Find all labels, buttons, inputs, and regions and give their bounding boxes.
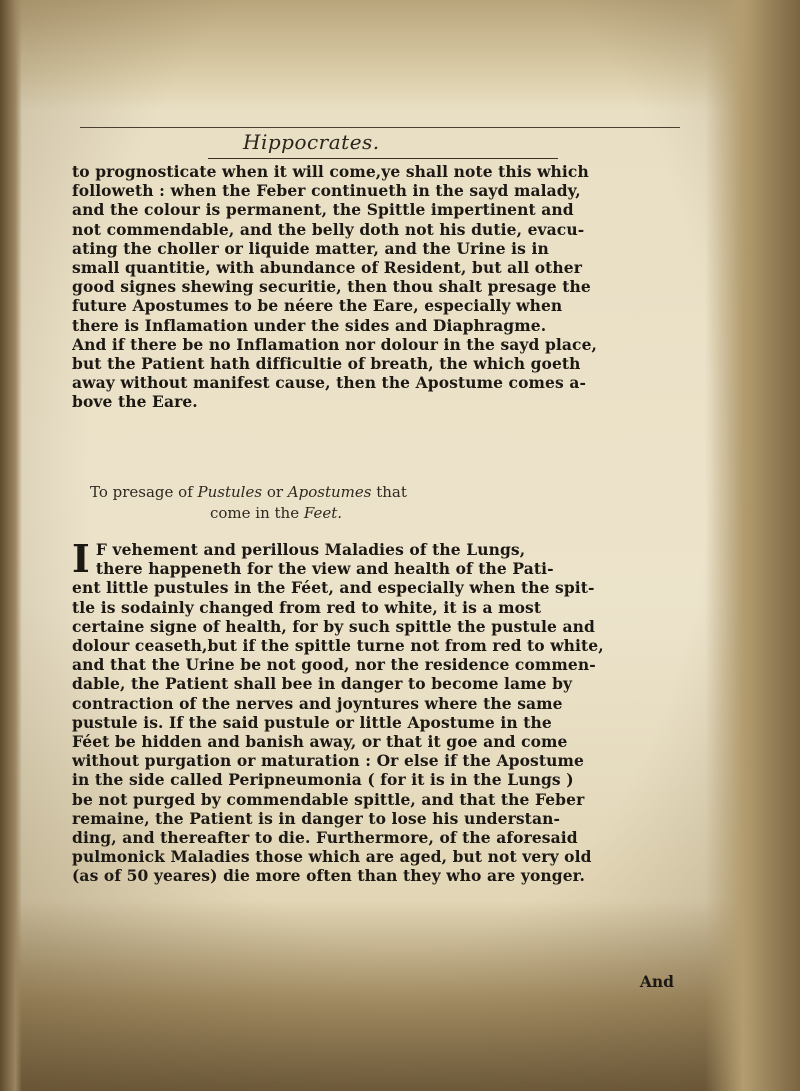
heading-text: that [371,483,407,501]
paragraph-pustules-feet [72,536,692,886]
text-line: to prognosticate when it will come,ye shall note this which [72,162,589,181]
top-rule [80,127,680,128]
text-line: And if there be no Inflamation nor dolour in the sayd place, [72,334,598,354]
text-line: ating the choller or liquide matter, and the Urine is in [72,238,549,258]
text-line: pustule is. If the said pustule or little Apostume in the [72,712,552,732]
binding-shadow [0,0,22,1091]
book-page [58,100,718,991]
heading-italic-feet: Feet. [303,504,343,522]
text-line: without purgation or maturation : Or else if the Apostume [72,751,584,771]
text-line: F vehement and perillous Maladies of the Lungs, [95,540,526,559]
running-head: Hippocrates. [243,130,380,154]
text-line: Féet be hidden and banish away, or that it goe and come [72,732,568,752]
text-line: and that the Urine be not good, nor the residence commen- [72,655,596,675]
heading-line-2 [90,503,650,524]
drop-cap: I [72,536,90,581]
heading-italic-pustules: Pustules [197,483,263,501]
head-rule [208,158,558,159]
text-line: contraction of the nerves and joyntures where the same [72,693,563,713]
text-line: dable, the Patient shall bee in danger to become lame by [72,674,573,694]
text-line: future Apostumes to be néere the Eare, especially when [72,296,563,316]
text-line: tle is sodainly changed from red to white, it is a most [72,597,542,617]
heading-italic-apostumes: Apostumes [287,483,372,501]
heading-text: come in the [210,504,304,522]
text-line: there happeneth for the view and health of the Pati- [95,559,554,579]
heading-line-1 [90,482,650,503]
paragraph-apostume-ear [72,162,692,412]
text-line: small quantitie, with abundance of Resident, but all other [72,258,582,278]
text-line: ent little pustules in the Féet, and especially when the spit- [72,578,595,598]
text-line: be not purged by commendable spittle, and that the Feber [72,789,585,809]
text-line: but the Patient hath difficultie of breath, the which goeth [72,354,581,374]
page-edge-shadow [705,0,800,1091]
heading-text: or [262,483,288,501]
text-line: pulmonick Maladies those which are aged, but not very old [72,847,592,867]
section-heading [90,482,650,524]
text-line: bove the Eare. [72,392,198,412]
text-line: not commendable, and the belly doth not his dutie, evacu- [72,219,585,239]
text-line: dolour ceaseth,but if the spittle turne not from red to white, [72,636,604,656]
text-line: there is Inflamation under the sides and Diaphragme. [72,315,547,335]
text-line: good signes shewing securitie, then thou shalt presage the [72,277,591,297]
text-line: remaine, the Patient is in danger to lose his understan- [72,808,560,828]
text-line: and the colour is permanent, the Spittle impertinent and [72,200,574,220]
text-line: certaine signe of health, for by such spittle the pustule and [72,616,595,636]
paragraph-body [72,536,692,886]
heading-text: To presage of [90,483,198,501]
text-line: ding, and thereafter to die. Furthermore, of the aforesaid [72,828,578,848]
text-line: away without manifest cause, then the Apostume comes a- [72,373,586,393]
text-line: (as of 50 yeares) die more often than they who are yonger. [72,866,586,886]
text-line: followeth : when the Feber continueth in the sayd malady, [72,181,581,201]
catchword: And [639,972,674,991]
text-line: in the side called Peripneumonia ( for it is in the Lungs ) [72,770,574,790]
